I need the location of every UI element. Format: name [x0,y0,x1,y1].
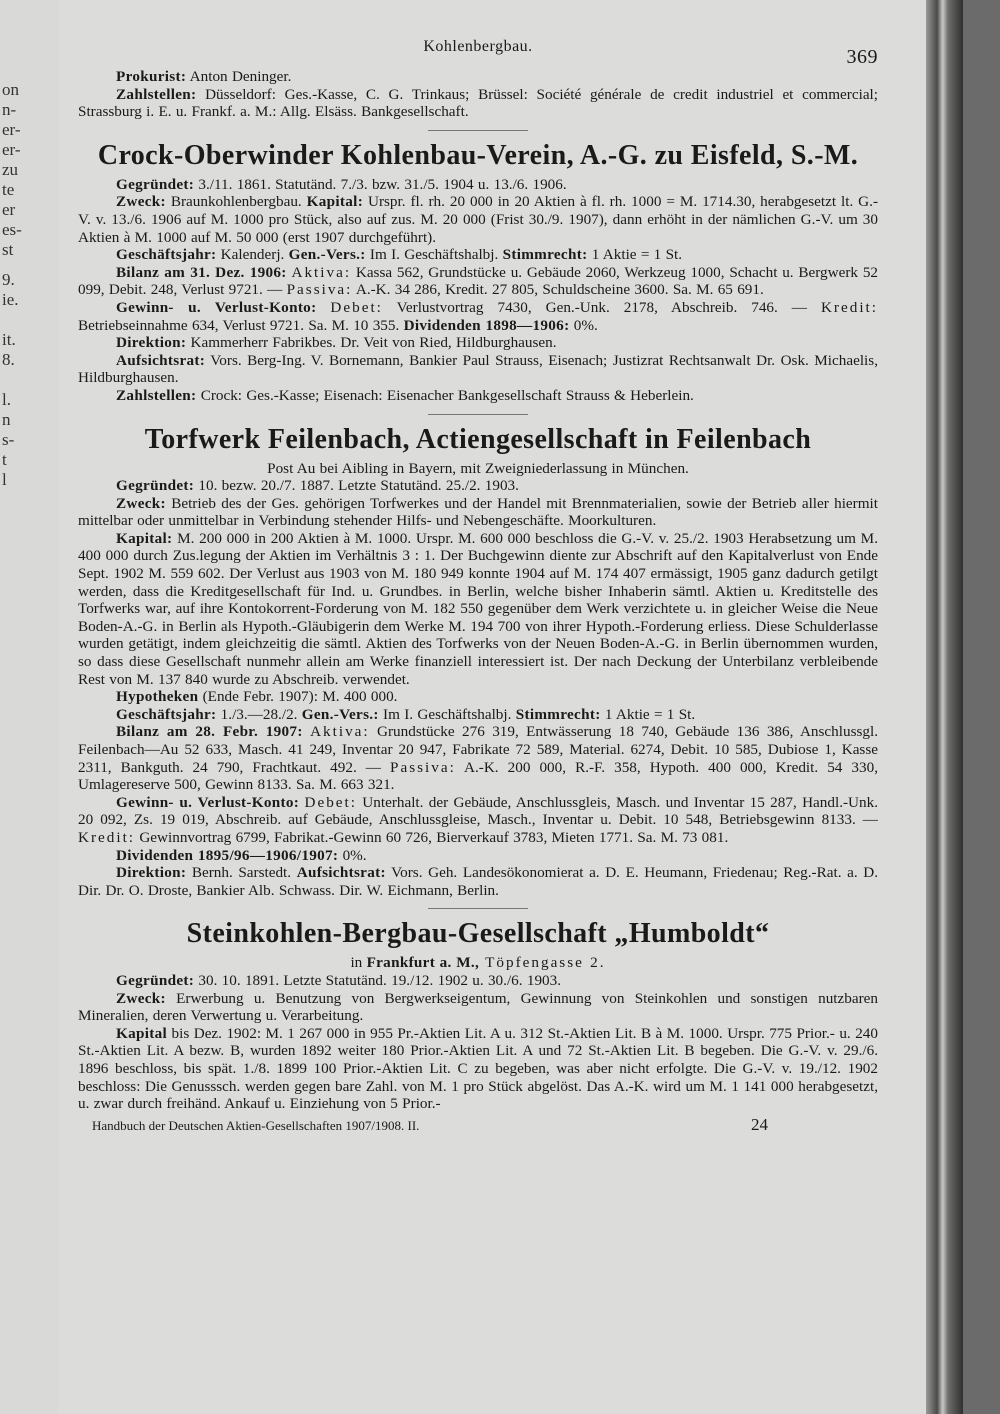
assets-label: Aktiva: [291,263,352,281]
general-meeting-text: Im I. Geschäftshalbj. [365,246,503,264]
purpose-text: Braunkohlenbergbau. [165,193,302,211]
founded-text: 30. 10. 1891. Letzte Statutänd. 19./12. 1902 u. 30./6. 1903. [194,971,562,989]
general-meeting-label: Gen.-Vers.: [288,246,366,264]
crock-directors [78,334,878,352]
margin-fragment: t [2,450,7,469]
debit-label: Debet: [304,793,357,811]
torf-directors [78,864,878,899]
margin-fragment: es- [2,220,22,239]
page-footer [78,1115,878,1135]
book-page [58,0,963,1414]
supervisory-board-label: Aufsichtsrat: [296,864,386,882]
torf-dividends [78,847,878,865]
dividends-text: 0%. [569,316,598,334]
voting-right-text: 1 Aktie = 1 St. [587,246,683,264]
voting-right-label: Stimmrecht: [515,705,601,723]
running-header [78,38,878,68]
page-edge-shadow [926,0,963,1414]
margin-fragment: s- [2,430,15,449]
general-meeting-text: Im I. Geschäftshalbj. [378,705,516,723]
prokurist-text: Anton Deninger. [186,68,292,85]
mortgages-label: Hypotheken [116,688,199,706]
humboldt-capital [78,1025,878,1113]
zahlstellen-line [78,86,878,121]
supervisory-board-text: Vors. Berg-Ing. V. Bornemann, Bankier Paul Strauss, Eisenach; Justizrat Rechtsanwalt Dr. Osk. Michaelis, Hildburghausen. [78,351,878,387]
purpose-label: Zweck: [116,989,166,1007]
margin-fragment: l [2,470,7,489]
margin-fragment: n- [2,100,17,119]
prokurist-line [78,68,878,86]
crock-balance [78,264,878,299]
crock-fiscal [78,246,878,264]
subtitle-prefix: in [350,954,367,972]
crock-supervisory [78,352,878,387]
founded-label: Gegründet: [116,175,195,193]
signature-number: 24 [751,1114,768,1134]
torfwerk-subtitle: Post Au bei Aibling in Bayern, mit Zweigniederlassung in München. [267,459,689,477]
founded-text: 3./11. 1861. Statutänd. 7./3. bzw. 31./5. 1904 u. 13./6. 1906. [194,175,567,193]
founded-label: Gegründet: [116,971,195,989]
management-text: Kammerherr Fabrikbes. Dr. Veit von Ried, Hildburghausen. [186,334,557,352]
prokurist-label: Prokurist: [116,68,187,85]
balance-text: Grundstücke 276 319, Entwässerung 18 740, Gebäude 136 386, Anschlussgl. Feilenbach—Au 52 633, Masch. 41 249, Inventar 20 947, Fabrikate 72 589, Material. 6274, Debit. 10 585, Dubiose 1, Kasse 2311, Bankguth. 24 790, Frachtkaut. 492. — [78,723,879,776]
balance-label: Bilanz am 31. Dez. 1906: [116,263,287,281]
supervisory-board-label: Aufsichtsrat: [116,351,206,369]
purpose-text: Betrieb des der Ges. gehörigen Torfwerkes und der Handel mit Brennmaterialien, sowie der Betrieb aller hiermit mittelbar oder unmittelbar in Verbindung stehender Hilfs- und Nebengeschäfte. Moorkulturen. [78,494,878,530]
purpose-label: Zweck: [116,193,166,211]
previous-page-margin [0,0,60,1414]
margin-fragment: l. [2,390,11,409]
credit-text: Betriebseinnahme 634, Verlust 9721. Sa. M. 10 355. [78,316,404,334]
capital-text: Urspr. fl. rh. 20 000 in 20 Aktien à fl. rh. 1000 = M. 1714.30, herabgesetzt lt. G.-V. v. 13./6. 1906 auf M. 1000 pro Stück, also auf zus. M. 20 000 (Frist 30./9. 1907), dann erhöht in der nämlichen G.-V. um 30 Aktien à M. 1000 auf M. 50 000 (erst 1907 durchgeführt). [78,193,878,246]
margin-fragment: er- [2,120,21,139]
entry-title-torfwerk: Torfwerk Feilenbach, Actiengesellschaft in Feilenbach [144,423,812,455]
management-label: Direktion: [116,864,187,882]
liabilities-label: Passiva: [390,758,456,776]
credit-text: Gewinnvortrag 6799, Fabrikat.-Gewinn 60 726, Bierverkauf 3783, Mieten 1771. Sa. M. 73 081. [135,828,729,846]
margin-fragment: ie. [2,290,19,309]
margin-fragment: st [2,240,14,259]
dividends-label: Dividenden 1898—1906: [403,316,570,334]
zahlstellen-text: Düsseldorf: Ges.-Kasse, C. G. Trinkaus; Brüssel: Société générale de credit industriel et commercial; Strassburg i. E. u. Frankf. a. M.: Allg. Elsäss. Bankgesellschaft. [78,85,878,121]
margin-fragment: on [2,80,19,99]
assets-label: Aktiva: [310,723,370,741]
fiscal-year-text: 1./3.—28./2. [216,705,302,723]
crock-founded [78,176,878,194]
credit-label: Kredit: [78,828,136,846]
subtitle-address: Töpfengasse 2. [479,954,606,972]
crock-profit-loss [78,299,878,334]
debit-label: Debet: [330,298,383,316]
margin-fragment: 9. [2,270,15,289]
torf-fiscal [78,706,878,724]
paying-agents-text: Crock: Ges.-Kasse; Eisenach: Eisenacher Bankgesellschaft Strauss & Heberlein. [196,386,694,404]
subtitle-city: Frankfurt a. M., [366,954,480,972]
founded-label: Gegründet: [116,477,195,495]
torf-mortgages [78,688,878,706]
profit-loss-label: Gewinn- u. Verlust-Konto: [116,298,317,316]
profit-loss-label: Gewinn- u. Verlust-Konto: [116,793,300,811]
capital-text: bis Dez. 1902: M. 1 267 000 in 955 Pr.-Aktien Lit. A u. 312 St.-Aktien Lit. B à M. 1000. Urspr. 775 Prior.- u. 240 St.-Aktien Lit. A bezw. B, wurden 1892 weiter 180 Prior.-Aktien Lit. A und 72 St.-Aktien Lit. B begeben. Die G.-V. v. 29./6. 1896 beschloss, bis spät. 1./8. 1899 100 Prior.-Aktien Lit. C zu begeben, was aber nicht erfolgte. Die G.-V. v. 19./12. 1902 beschloss: Die Genusssch. werden gegen bare Zahl. von M. 1 pro Stück abgelöst. Das A.-K. wird um M. 1 141 000 herabgesetzt, u. zwar durch freihänd. Ankauf u. Einziehung von 5 Prior.- [78,1024,878,1113]
liabilities-label: Passiva: [286,281,353,299]
humboldt-purpose [78,990,878,1025]
liabilities-text: A.-K. 200 000, R.-F. 358, Hypoth. 400 000, Kredit. 54 330, Umlagereserve 500, Gewinn 8133. Sa. M. 663 321. [78,758,879,794]
section-divider [428,414,528,415]
header-title: Kohlenbergbau. [423,38,533,55]
voting-right-text: 1 Aktie = 1 St. [600,705,696,723]
section-divider [428,130,528,131]
torf-founded [78,477,878,495]
mortgages-text: (Ende Febr. 1907): M. 400 000. [198,688,398,706]
general-meeting-label: Gen.-Vers.: [301,705,379,723]
margin-fragment: it. [2,330,16,349]
dividends-text: 0%. [338,846,367,864]
torf-balance [78,723,878,793]
paying-agents-label: Zahlstellen: [116,386,197,404]
humboldt-founded [78,972,878,990]
liabilities-text: A.-K. 34 286, Kredit. 27 805, Schuldscheine 3600. Sa. M. 65 691. [352,281,764,299]
margin-fragment: er- [2,140,21,159]
dividends-label: Dividenden 1895/96—1906/1907: [116,846,339,864]
founded-text: 10. bezw. 20./7. 1887. Letzte Statutänd. 25./2. 1903. [194,477,519,495]
entry-title-humboldt: Steinkohlen-Bergbau-Gesellschaft „Humboldt“ [186,918,770,950]
capital-label: Kapital: [116,529,173,547]
margin-fragment: er [2,200,16,219]
credit-label: Kredit: [820,298,878,316]
management-label: Direktion: [116,334,187,352]
balance-text: Kassa 562, Grundstücke u. Gebäude 2060, Werkzeug 1000, Schacht u. Bergwerk 52 099, Debit. 248, Verlust 9721. — [78,263,879,299]
torf-purpose [78,495,878,530]
crock-paying-agents [78,387,878,405]
capital-label: Kapital: [306,193,364,211]
purpose-text: Erwerbung u. Benutzung von Bergwerkseigentum, Gewinnung von Steinkohlen und sonstigen nutzbaren Mineralien, deren Verwertung u. Verarbeitung. [78,989,878,1025]
supervisory-board-text: Vors. Geh. Landesökonomierat a. D. E. Heumann, Friedenau; Reg.-Rat. a. D. Dir. Dr. O. Droste, Bankier Alb. Schwass. Dir. W. Eichmann, Berlin. [78,864,879,899]
zahlstellen-label: Zahlstellen: [116,85,197,103]
capital-text: M. 200 000 in 200 Aktien à M. 1000. Urspr. M. 600 000 beschloss die G.-V. v. 25./2. 1903 Herabsetzung um M. 400 000 durch Zus.legung der Aktien im Verhältnis 3 : 1. Der Buchgewinn diente zur Abschrift auf den Kapitalverlust von Ende Sept. 1902 M. 559 602. Der Verlust aus 1903 von M. 180 949 konnte 1904 auf M. 174 407 ermässigt, 1905 ganz dadurch getilgt werden, dass die Kreditgesellschaft für Ind. u. Grundbes. in Berlin, welche bisher Inhaberin sämtl. Aktien u. Kreditstelle des Torfwerks war, auf ihre Kontokorrent-Forderung von M. 182 550 gegenüber dem Werk verzichtete u. in gleicher Weise die Neue Boden-A.-G. in Berlin als Hypoth.-Gläubigerin dem Werke M. 194 700 von ihrer Hypoth.-Forderung erliess. Diese Schulderlasse wurden getätigt, indem gleichzeitig die sämtl. Aktien des Torfwerks von der Neuen Boden-A.-G. in Berlin übernommen wurden, so dass diese Gesellschaft nunmehr allein am Werke finanziell interessiert ist. Der nach Deckung der Unterbilanz verbleibende Rest von M. 137 840 wurde zu Abschreib. verwendet. [78,529,878,688]
footer-publication: Handbuch der Deutschen Aktien-Gesellschaften 1907/1908. II. [92,1117,420,1133]
torf-profit-loss [78,794,878,847]
fiscal-year-text: Kalenderj. [216,246,289,264]
balance-label: Bilanz am 28. Febr. 1907: [116,723,303,741]
torf-capital [78,530,878,688]
entry-title-crock: Crock-Oberwinder Kohlenbau-Verein, A.-G. zu Eisfeld, S.-M. [97,139,859,171]
capital-label: Kapital [116,1024,168,1042]
fiscal-year-label: Geschäftsjahr: [116,705,217,723]
page-number: 369 [846,46,878,68]
humboldt-subtitle [78,954,878,972]
margin-fragment: te [2,180,15,199]
purpose-label: Zweck: [116,494,166,512]
crock-purpose [78,193,878,246]
margin-fragment: zu [2,160,19,179]
voting-right-label: Stimmrecht: [502,246,588,264]
page-content [78,38,878,1135]
debit-text: Unterhalt. der Gebäude, Anschlussgleis, Masch. und Inventar 15 287, Handl.-Unk. 20 092, Zs. 19 019, Abschreib. auf Gebäude, Anschlussgleise, Masch., Inventar u. Debit. 10 548, Betriebsgewinn 8133. — [78,793,879,829]
margin-fragment: 8. [2,350,15,369]
debit-text: Verlustvortrag 7430, Gen.-Unk. 2178, Abschreib. 746. — [382,298,821,316]
section-divider [428,908,528,909]
management-text: Bernh. Sarstedt. [186,864,297,882]
fiscal-year-label: Geschäftsjahr: [116,246,217,264]
margin-fragment: n [2,410,11,429]
